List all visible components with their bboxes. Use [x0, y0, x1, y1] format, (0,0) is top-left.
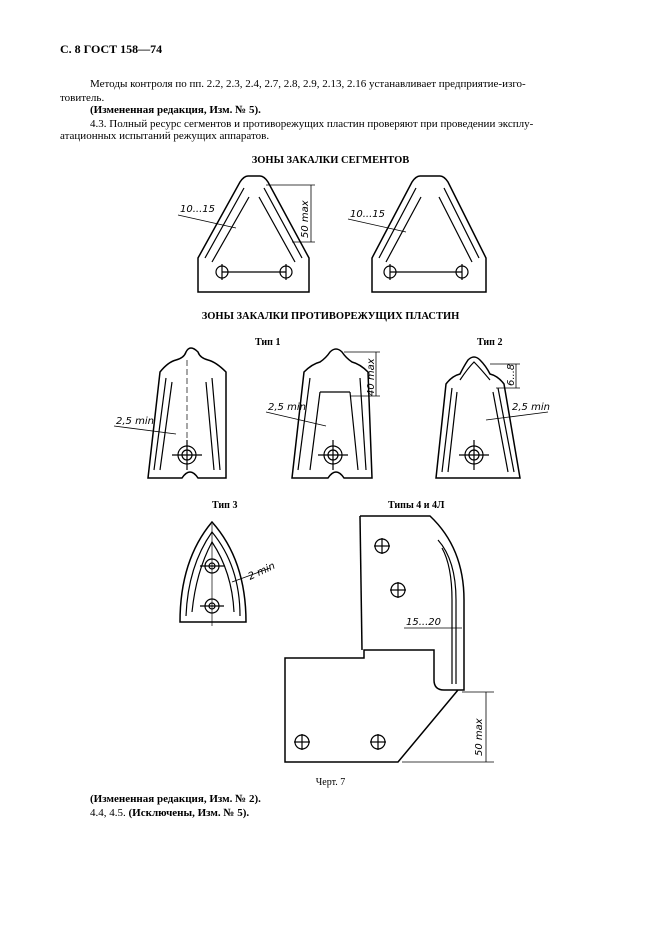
- dim-seg-height-1: 50 max: [300, 200, 311, 238]
- dim-type3: 2 min: [246, 560, 278, 583]
- label-types-4-4l: Типы 4 и 4Л: [388, 500, 445, 511]
- dim-type1-width: 2,5 min: [268, 402, 306, 413]
- dim-seg-width-2: 10...15: [350, 209, 385, 220]
- dim-type1-height: 40 max: [366, 358, 377, 396]
- plate-drawing-type-1: [266, 349, 380, 478]
- label-type-2: Тип 2: [477, 337, 503, 348]
- figure-caption: Черт. 7: [315, 777, 346, 788]
- dim-type45-width: 15...20: [406, 617, 441, 628]
- exclusion-note: 4.4, 4.5. (Исключены, Изм. № 5).: [90, 807, 250, 819]
- dim-plate-a: 2,5 min: [116, 416, 154, 427]
- segment-drawing-2: [348, 176, 486, 292]
- paragraph-line: товитель.: [60, 92, 105, 104]
- dim-type2-width: 2,5 min: [512, 402, 550, 413]
- dim-type2-height: 6...8: [506, 363, 517, 386]
- plate-drawing-types-4-4l: [285, 516, 494, 762]
- section-heading-segments: ЗОНЫ ЗАКАЛКИ СЕГМЕНТОВ: [251, 155, 410, 166]
- dim-type45-height: 50 max: [474, 718, 485, 756]
- plate-drawing-type-2: [436, 357, 550, 478]
- page-header: С. 8 ГОСТ 158—74: [60, 42, 163, 56]
- label-type-1: Тип 1: [255, 337, 281, 348]
- paragraph-line: 4.3. Полный ресурс сегментов и противорежущих пластин проверяют при проведении эксплу-: [90, 118, 534, 130]
- plate-drawing-a: [114, 348, 226, 478]
- paragraph-line: атационных испытаний режущих аппаратов.: [60, 130, 270, 142]
- dim-seg-width-1: 10...15: [180, 204, 215, 215]
- amendment-note: (Измененная редакция, Изм. № 5).: [90, 104, 261, 116]
- paragraph-line: Методы контроля по пп. 2.2, 2.3, 2.4, 2.7, 2.8, 2.9, 2.13, 2.16 устанавливает предприятие-изго-: [90, 78, 526, 90]
- segment-drawing-1: [178, 176, 315, 292]
- label-type-3: Тип 3: [212, 500, 238, 511]
- section-heading-plates: ЗОНЫ ЗАКАЛКИ ПРОТИВОРЕЖУЩИХ ПЛАСТИН: [201, 311, 460, 322]
- amendment-note: (Измененная редакция, Изм. № 2).: [90, 793, 261, 805]
- plate-drawing-type-3: [180, 522, 277, 626]
